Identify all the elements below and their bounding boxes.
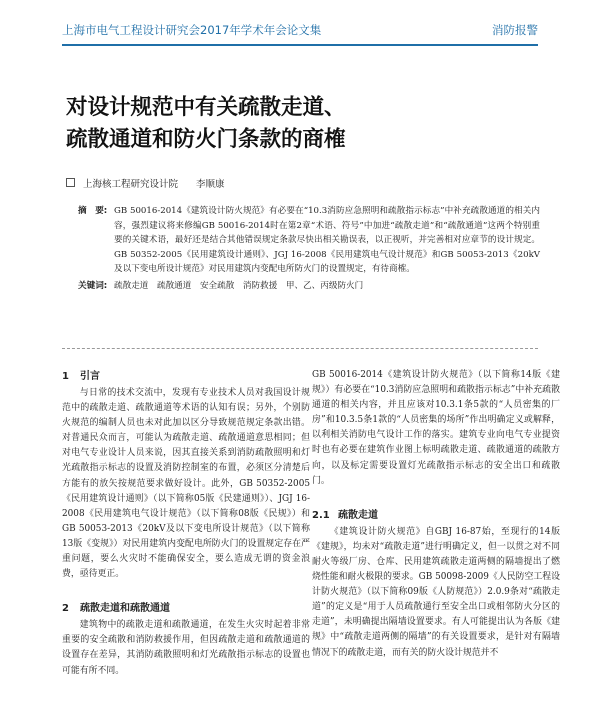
header-proceedings-title: 上海市电气工程设计研究会2017年学术年会论文集	[62, 23, 322, 37]
author-line	[66, 176, 225, 190]
paragraph: 《建筑设计防火规范》自GBJ 16-87始，至现行的14版《建规》，均未对“疏散走道”进行明确定义，但一以贯之对不同耐火等级厂房、仓库、民用建筑疏散走道两侧的隔墙提出了燃烧性能和耐火极限的要求。GB 50098-2009《人民防空工程设计防火规范》（以下简称09版《人防规范》）2.0.9条对“疏散走道”的定义是“用于人员疏散通行至安全出口或相邻防火分区的走道”，未明确提出隔墙设置要求。有人可能提出认为各版《建规》中“疏散走道两侧的隔墙”的有关设置要求，是针对有隔墙情况下的疏散走道，而有关的防火设计规范并不	[312, 526, 560, 658]
header-rule	[62, 44, 538, 46]
section-number: 2.1	[312, 509, 330, 521]
paragraph: 建筑物中的疏散走道和疏散通道，在发生火灾时起着非常重要的安全疏散和消防救援作用，但因疏散走道和疏散通道的设置存在差异，其消防疏散照明和灯光疏散指示标志的设置也可能有所不同。	[62, 620, 310, 676]
square-bullet-icon	[66, 178, 75, 187]
header-section-name: 消防报警	[492, 23, 538, 37]
abstract-text: GB 50016-2014《建筑设计防火规范》有必要在“10.3消防应急照明和疏散指示标志”中补充疏散通道的相关内容，强烈建议将来修编GB 50016-2014时在第2章“术语、符号”中加进“疏散走道”和“疏散通道”这两个特别重要的关键术语，最好还是结合其他错误规定条款尽快出相关勘误表，以正视听，并完善相对应章节的设计规定。GB 50352-2005《民用建筑设计通则》、JGJ 16-2008《民用建筑电气设计规范》和GB 50053-2013《20kV及以下变电所设计规范》对民用建筑内变配电所防火门的设置规定，有待商榷。	[114, 206, 540, 275]
author-organization: 上海核工程研究设计院	[83, 179, 179, 190]
paragraph: GB 50016-2014《建筑设计防火规范》（以下简称14版《建规》）有必要在“10.3消防应急照明和疏散指示标志”中补充疏散通道的相关内容，并且应该对10.3.1条5款的“人员密集的厂房”和10.3.5条1款的“人员密集的场所”作出明确定义或解释，以利相关消防电气设计工作的落实。建筑专业向电气专业提资时也有必要在建筑作业图上标明疏散走道、疏散通道的疏散方向，以及标定需要设置灯光疏散指示标志的安全出口和疏散门。	[312, 370, 560, 486]
abstract-divider	[62, 348, 538, 349]
running-header	[62, 22, 538, 42]
author-name: 李顺康	[196, 179, 225, 190]
keywords-text: 疏散走道 疏散通道 安全疏散 消防救援 甲、乙、丙级防火门	[114, 280, 364, 291]
section-title: 疏散走道	[338, 509, 378, 521]
section-heading-1	[62, 368, 310, 386]
body-column-right	[312, 368, 560, 728]
subsection-heading-2-1	[312, 507, 560, 525]
section-title: 疏散走道和疏散通道	[80, 603, 170, 615]
section-number: 2	[62, 603, 69, 615]
abstract-block	[78, 204, 540, 294]
body-column-left	[62, 368, 310, 728]
article-title	[66, 92, 536, 156]
paragraph: 与日常的技术交流中，发现有专业技术人员对我国设计规范中的疏散走道、疏散通道等术语的认知有误；另外，个别防火规范的编制人员也未对此加以区分导致规范规定条款出错。对普通民众而言，可能认为疏散走道、疏散通道意思相同；但对电气专业设计人员来说，因其直接关系到消防疏散照明和灯光疏散指示标志的设置及消防控制室的布置，必须区分清楚后方能有的放矢按规范要求做好设计。此外，GB 50352-2005《民用建筑设计通则》（以下简称05版《民建通则》）、JGJ 16-2008《民用建筑电气设计规范》（以下简称08版《民规》）和GB 50053-2013《20kV及以下变电所设计规范》（以下简称13版《变规》）对民用建筑内变配电所防火门的设置规定存在严重问题，要么火灾时不能确保安全，要么造成无谓的资金浪费，亟待更正。	[62, 388, 310, 580]
section-number: 1	[62, 371, 69, 382]
section-heading-2	[62, 600, 310, 618]
section-title: 引言	[80, 371, 100, 382]
article-title-line-1: 对设计规范中有关疏散走道、	[66, 95, 346, 120]
keywords-label: 关键词:	[78, 280, 108, 291]
abstract-label: 摘 要:	[78, 206, 108, 216]
article-title-line-2: 疏散通道和防火门条款的商榷	[66, 127, 346, 152]
